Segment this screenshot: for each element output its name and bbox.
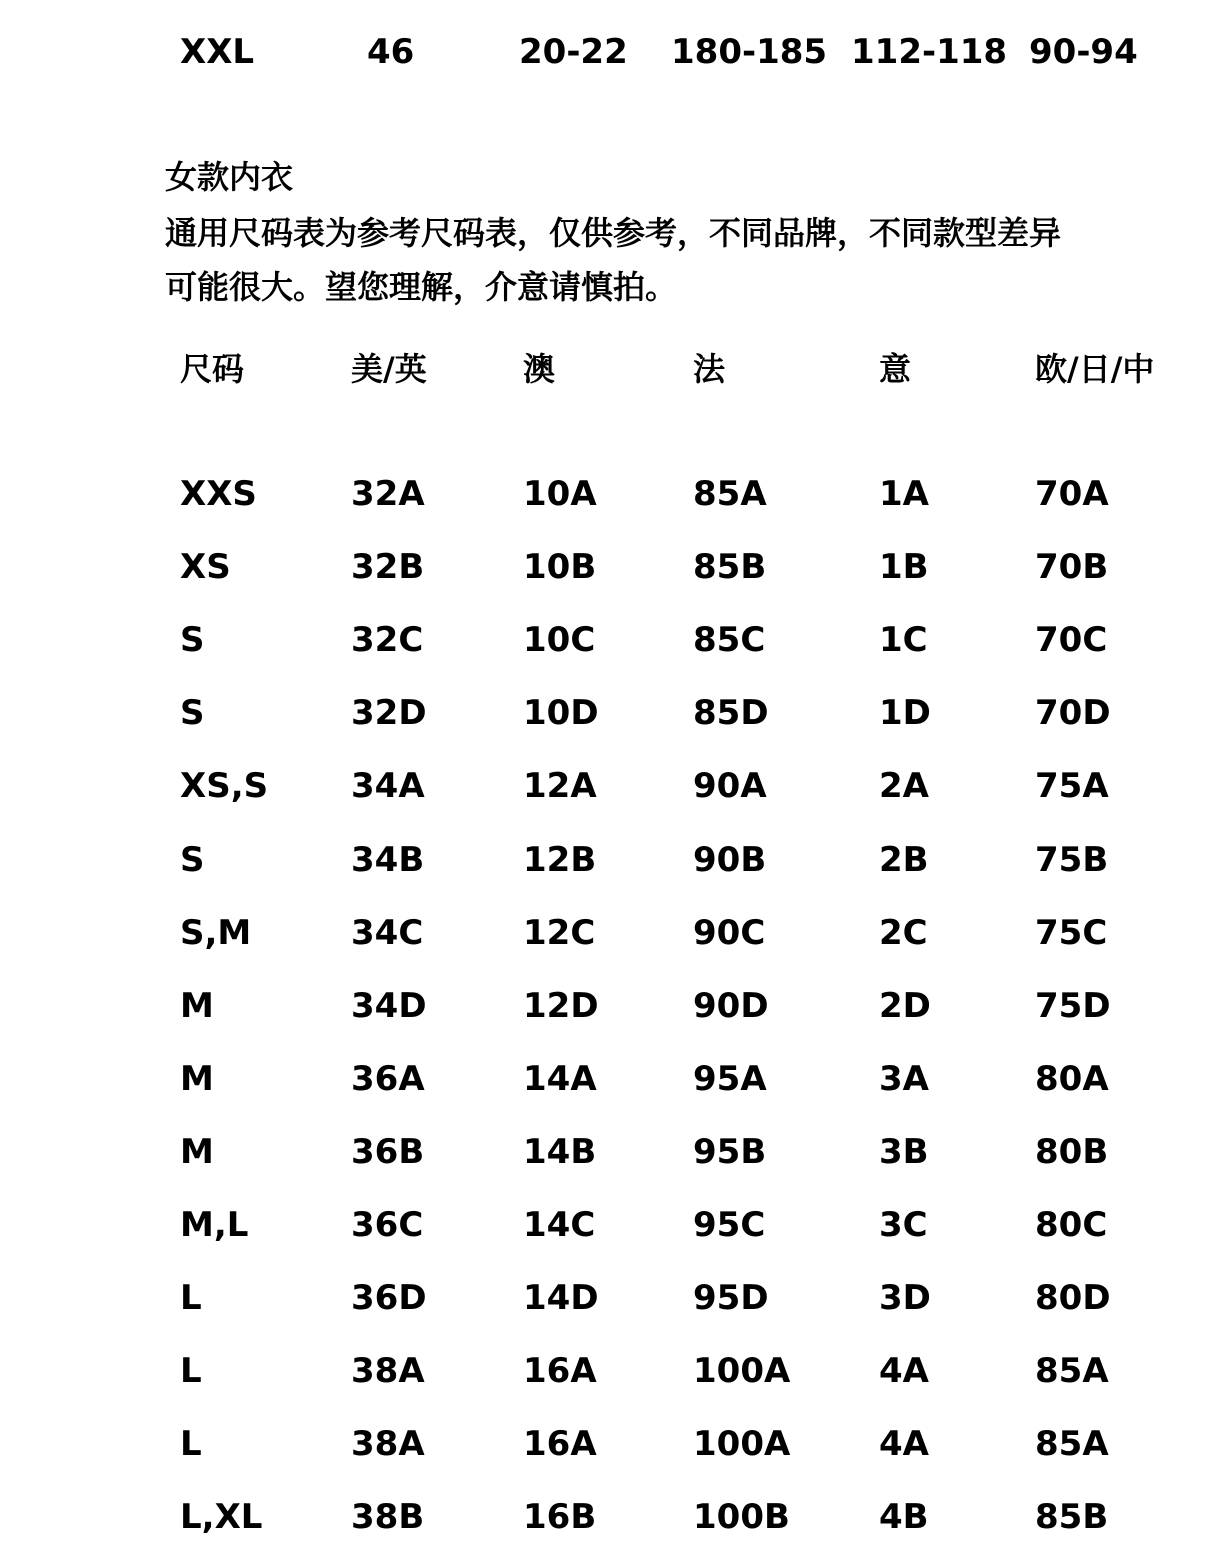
table-cell-us-uk: 38B <box>351 1497 425 1537</box>
section-note <box>165 206 1215 314</box>
table-cell-size: S,M <box>180 913 252 953</box>
table-cell-us-uk: 34B <box>351 840 425 880</box>
table-cell-size: S <box>180 840 205 880</box>
table-cell-us-uk: 36D <box>351 1278 427 1318</box>
table-cell-size: XXS <box>180 474 257 514</box>
table-cell-us-uk: 32B <box>351 547 425 587</box>
table-cell-eu-jp-cn: 75B <box>1035 840 1109 880</box>
table-cell-au: 10A <box>523 474 597 514</box>
table-cell-fr: 85A <box>693 474 767 514</box>
table-cell-it: 1D <box>879 693 931 733</box>
note-line-1: 通用尺码表为参考尺码表，仅供参考，不同品牌，不同款型差异 <box>165 214 1062 252</box>
table-cell-au: 12A <box>523 766 597 806</box>
column-header-eu-jp-cn: 欧/日/中 <box>1035 350 1155 388</box>
table-cell-au: 16A <box>523 1424 597 1464</box>
table-cell-eu-jp-cn: 70A <box>1035 474 1109 514</box>
table-cell-size: M <box>180 1059 214 1099</box>
table-cell-au: 14D <box>523 1278 599 1318</box>
table-cell-size: M <box>180 986 214 1026</box>
table-cell-it: 3D <box>879 1278 931 1318</box>
table-cell-eu-jp-cn: 75D <box>1035 986 1111 1026</box>
table-cell-eu-jp-cn: 80C <box>1035 1205 1108 1245</box>
table-cell-au: 10C <box>523 620 596 660</box>
table-cell-us-uk: 38A <box>351 1351 425 1391</box>
table-cell-eu-jp-cn: 85A <box>1035 1351 1109 1391</box>
column-header-size: 尺码 <box>180 350 245 388</box>
table-cell-au: 10D <box>523 693 599 733</box>
table-cell-eu-jp-cn: 70D <box>1035 693 1111 733</box>
table-cell-eu-jp-cn: 70C <box>1035 620 1108 660</box>
table-cell-size: XS <box>180 547 231 587</box>
table-cell-it: 1C <box>879 620 928 660</box>
table-cell-it: 1B <box>879 547 929 587</box>
table-cell-size: S <box>180 620 205 660</box>
table-cell-au: 12B <box>523 840 597 880</box>
table-cell-it: 3C <box>879 1205 928 1245</box>
table-cell-au: 12C <box>523 913 596 953</box>
table-cell-au: 16B <box>523 1497 597 1537</box>
prev-cell-2: 46 <box>367 32 415 72</box>
table-cell-fr: 95C <box>693 1205 766 1245</box>
table-cell-size: XS,S <box>180 766 269 806</box>
note-line-2: 可能很大。望您理解，介意请慎拍。 <box>165 268 678 306</box>
column-header-it: 意 <box>879 350 912 388</box>
table-cell-size: L <box>180 1424 202 1464</box>
table-cell-au: 12D <box>523 986 599 1026</box>
table-cell-fr: 95B <box>693 1132 767 1172</box>
table-cell-us-uk: 36A <box>351 1059 425 1099</box>
table-cell-au: 10B <box>523 547 597 587</box>
table-cell-size: S <box>180 693 205 733</box>
table-cell-fr: 85C <box>693 620 766 660</box>
table-cell-eu-jp-cn: 75A <box>1035 766 1109 806</box>
table-cell-fr: 90B <box>693 840 767 880</box>
table-cell-us-uk: 32C <box>351 620 424 660</box>
table-cell-au: 14B <box>523 1132 597 1172</box>
table-cell-fr: 100B <box>693 1497 790 1537</box>
section-title: 女款内衣 <box>165 158 294 196</box>
prev-cell-size: XXL <box>180 32 255 72</box>
table-cell-it: 2D <box>879 986 931 1026</box>
table-cell-au: 16A <box>523 1351 597 1391</box>
table-cell-eu-jp-cn: 85B <box>1035 1497 1109 1537</box>
table-cell-fr: 85B <box>693 547 767 587</box>
table-cell-it: 4B <box>879 1497 929 1537</box>
table-cell-size: L,XL <box>180 1497 263 1537</box>
table-cell-fr: 95A <box>693 1059 767 1099</box>
table-cell-fr: 95D <box>693 1278 769 1318</box>
column-header-us-uk: 美/英 <box>351 350 427 388</box>
table-cell-size: L <box>180 1278 202 1318</box>
table-cell-it: 4A <box>879 1424 929 1464</box>
table-cell-fr: 90D <box>693 986 769 1026</box>
table-cell-us-uk: 34C <box>351 913 424 953</box>
table-cell-fr: 85D <box>693 693 769 733</box>
prev-cell-5: 112-118 <box>851 32 1008 72</box>
table-cell-it: 2A <box>879 766 929 806</box>
table-cell-it: 2B <box>879 840 929 880</box>
table-cell-size: M <box>180 1132 214 1172</box>
table-cell-fr: 90A <box>693 766 767 806</box>
table-cell-it: 4A <box>879 1351 929 1391</box>
table-cell-eu-jp-cn: 80B <box>1035 1132 1109 1172</box>
table-cell-it: 3A <box>879 1059 929 1099</box>
table-cell-eu-jp-cn: 70B <box>1035 547 1109 587</box>
table-cell-us-uk: 32A <box>351 474 425 514</box>
table-cell-it: 1A <box>879 474 929 514</box>
previous-table-row <box>0 26 1223 78</box>
table-cell-au: 14A <box>523 1059 597 1099</box>
table-cell-us-uk: 32D <box>351 693 427 733</box>
table-cell-us-uk: 34A <box>351 766 425 806</box>
table-cell-fr: 90C <box>693 913 766 953</box>
table-cell-size: M,L <box>180 1205 249 1245</box>
prev-cell-6: 90-94 <box>1029 32 1138 72</box>
column-header-fr: 法 <box>693 350 726 388</box>
table-cell-it: 2C <box>879 913 928 953</box>
table-cell-fr: 100A <box>693 1351 791 1391</box>
table-cell-size: L <box>180 1351 202 1391</box>
table-cell-us-uk: 38A <box>351 1424 425 1464</box>
table-cell-it: 3B <box>879 1132 929 1172</box>
table-cell-eu-jp-cn: 80D <box>1035 1278 1111 1318</box>
table-cell-us-uk: 36C <box>351 1205 424 1245</box>
table-cell-us-uk: 36B <box>351 1132 425 1172</box>
table-cell-eu-jp-cn: 75C <box>1035 913 1108 953</box>
table-cell-us-uk: 34D <box>351 986 427 1026</box>
column-header-au: 澳 <box>523 350 556 388</box>
table-cell-fr: 100A <box>693 1424 791 1464</box>
prev-cell-3: 20-22 <box>519 32 628 72</box>
table-cell-au: 14C <box>523 1205 596 1245</box>
table-cell-eu-jp-cn: 85A <box>1035 1424 1109 1464</box>
table-cell-eu-jp-cn: 80A <box>1035 1059 1109 1099</box>
prev-cell-4: 180-185 <box>671 32 828 72</box>
